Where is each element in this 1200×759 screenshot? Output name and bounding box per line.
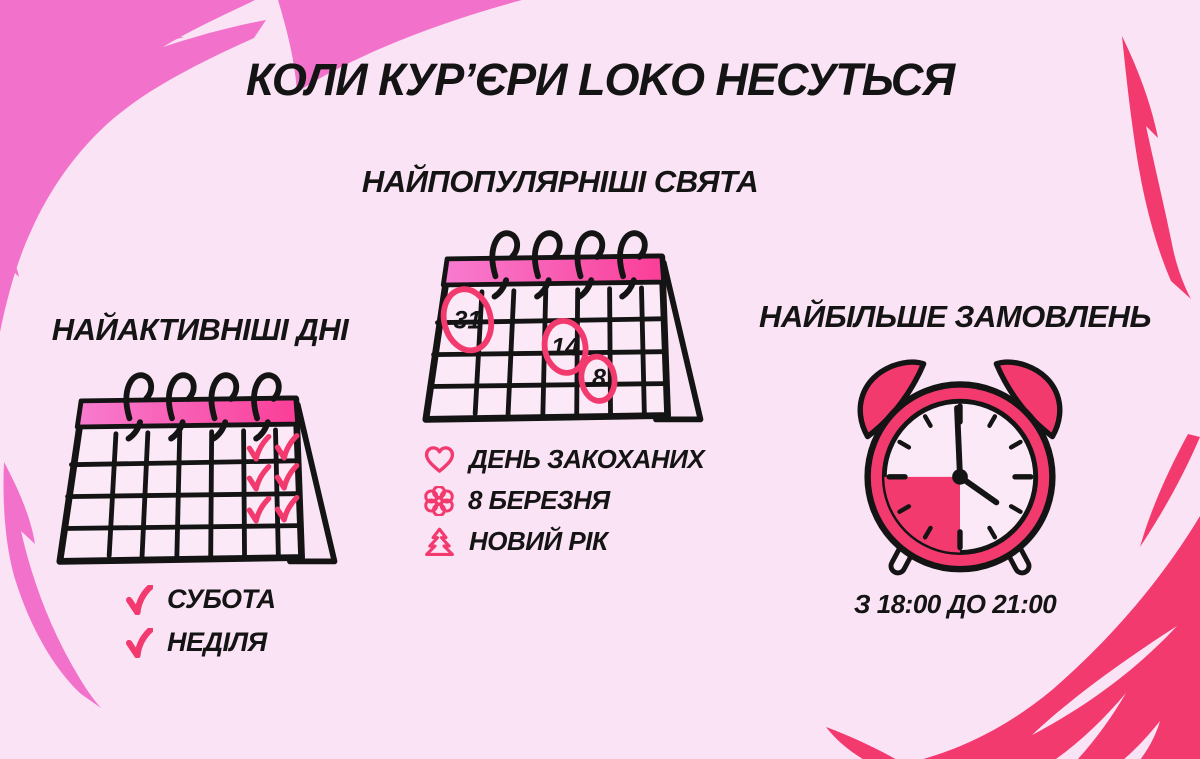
- marked-date-8: 8: [591, 364, 606, 393]
- checkmark-icon: [126, 628, 153, 658]
- brush-right-sliver: [1140, 434, 1200, 547]
- holidays-calendar-illustration: [418, 226, 718, 431]
- list-item: [424, 526, 704, 557]
- section-heading-popular-holidays: НАЙПОПУЛЯРНІШІ СВЯТА: [361, 164, 759, 199]
- marked-date-14: 14: [551, 333, 580, 362]
- holiday-label: ДЕНЬ ЗАКОХАНИХ: [469, 444, 705, 474]
- brush-top-left-blob: [0, 0, 266, 332]
- brush-bottom-sliver: [826, 727, 899, 759]
- section-heading-active-days: НАЙАКТИВНІШІ ДНІ: [51, 312, 349, 347]
- clock-center-pin: [952, 469, 968, 485]
- section-heading-most-orders: НАЙБІЛЬШЕ ЗАМОВЛЕНЬ: [759, 299, 1151, 334]
- holiday-label: 8 БЕРЕЗНЯ: [468, 485, 610, 515]
- day-label: СУБОТА: [167, 584, 276, 614]
- day-label: НЕДІЛЯ: [167, 627, 267, 657]
- popular-holidays-list: [424, 444, 704, 557]
- minute-hand: [957, 408, 960, 477]
- christmas-tree-icon: [424, 527, 455, 556]
- alarm-clock-illustration: [842, 352, 1078, 583]
- active-days-calendar-illustration: [52, 368, 352, 573]
- flower-icon: [424, 486, 454, 516]
- marked-date-31: 31: [453, 306, 482, 335]
- holiday-label: НОВИЙ РІК: [469, 526, 608, 556]
- list-item: [126, 584, 275, 615]
- list-item: [424, 444, 704, 475]
- peak-time-range: З 18:00 ДО 21:00: [853, 589, 1057, 619]
- list-item: [126, 627, 275, 658]
- checkmark-icon: [126, 585, 153, 615]
- heart-icon: [424, 445, 455, 474]
- list-item: [424, 485, 704, 516]
- page-title: КОЛИ КУР’ЄРИ LOKO НЕСУТЬСЯ: [245, 54, 955, 105]
- active-days-list: [126, 584, 275, 658]
